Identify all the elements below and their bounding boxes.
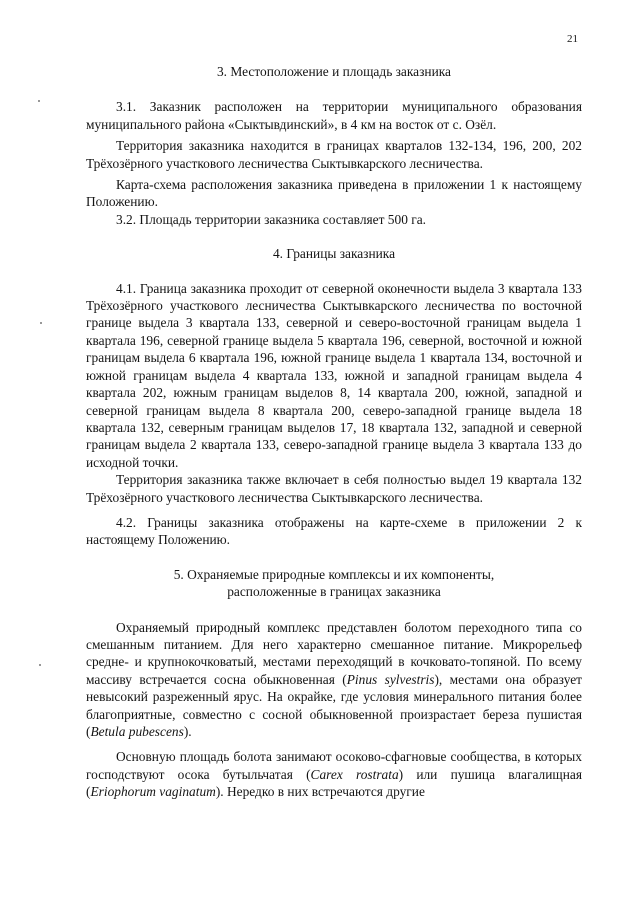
section-3-heading: 3. Местоположение и площадь заказника (216, 64, 451, 79)
text-run: ). Нередко в них встречаются другие (215, 784, 425, 800)
paragraph-3-1: 3.1. Заказник расположен на территории муниципального образования муниципального района «Сыктывдинский», в 4 км на восток от с. Озёл. (86, 99, 582, 132)
paragraph-4-2: 4.2. Границы заказника отображены на карте-схеме в приложении 2 к настоящему Положению. (86, 514, 582, 548)
text-run: Охраняемый природный комплекс представлен болотом переходного типа со смешанным питанием. Для него характерно смешанное питание. Микрорельеф средне- и крупнокочковатый, местами переходящий в кочковато-топяной. По всему массиву встречается сосна обыкновенная ( (86, 619, 582, 687)
scan-speck (40, 322, 42, 324)
text-run: ). (183, 724, 192, 739)
text-run: ), местами она образует невысокий разреженный ярус. На окрайке, где условия минерального питания более благоприятные, совместно с сосной обыкновенной произрастает береза пушистая ( (86, 671, 583, 739)
scan-speck (38, 100, 40, 102)
section-5-heading-line-1: 5. Охраняемые природные комплексы и их компоненты, (173, 566, 495, 582)
section-5-heading (86, 566, 582, 601)
latin-name: Eriophorum vaginatum (90, 784, 216, 800)
section-5-heading-line-2: расположенные в границах заказника (227, 584, 441, 600)
latin-name: Carex rostrata (310, 766, 399, 782)
scan-speck (39, 664, 41, 666)
paragraph-3-territory: Территория заказника находится в границах кварталов 132-134, 196, 200, 202 Трёхозёрного участкового лесничества Сыктывкарского лесничества. (86, 138, 582, 171)
text-run: ) или пушица влагалищная ( (86, 766, 582, 800)
section-4-heading: 4. Границы заказника (272, 246, 396, 262)
paragraph-5-complex (86, 619, 582, 741)
paragraph-5-communities (86, 748, 582, 800)
page-number: 21 (567, 33, 578, 45)
latin-name: Pinus sylvestris (346, 671, 435, 687)
document-body (86, 63, 582, 801)
paragraph-4-1: 4.1. Граница заказника проходит от северной оконечности выдела 3 квартала 133 Трёхозёрного участкового лесничества Сыктывкарского лесничества по восточной границе выдела 3 квартала 133, северной и северо-восточной границам выдела 1 квартала 196, северной границе выдела 5 квартала 196, северной, восточной и южной границам выдела 6 квартала 196, южной границе выдела 1 квартала 134, восточной и южной границам выдела 4 квартала 133, южной и западной границам выдела 4 квартала 202, южным границам выделов 8, 14 квартала 200, южной, западной и северной границам выдела 8 квартала 200, северо-западной границе выдела 18 квартала 132, северным границам выделов 17, 18 квартала 132, западной и северной границам выдела 2 квартала 133, северо-западной границе выдела 3 квартала 133 до исходной точки. (86, 280, 582, 470)
latin-name: Betula pubescens (90, 724, 184, 739)
text-run: Основную площадь болота занимают осоково-сфагновые сообщества, в которых господствуют осока бутыльчатая ( (86, 749, 582, 782)
paragraph-3-map: Карта-схема расположения заказника приведена в приложении 1 к настоящему Положению. (86, 177, 582, 210)
paragraph-3-2: 3.2. Площадь территории заказника составляет 500 га. (116, 211, 427, 227)
paragraph-4-territory: Территория заказника также включает в себя полностью выдел 19 квартала 132 Трёхозёрного участкового лесничества Сыктывкарского лесничества. (86, 472, 582, 505)
